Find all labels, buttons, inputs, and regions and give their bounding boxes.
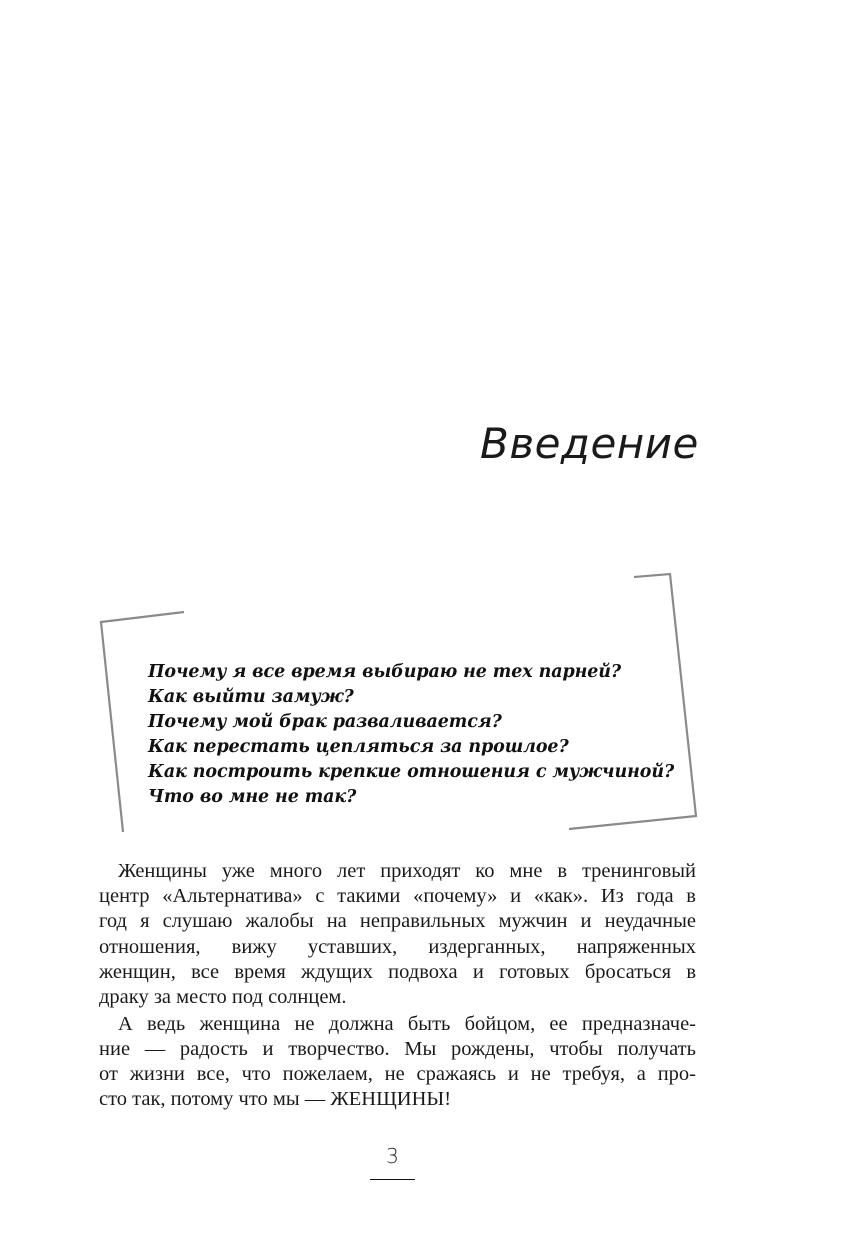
text-line: женщин, все время ждущих подвоха и готовых бросаться в: [99, 960, 696, 983]
page-number-rule: [370, 1179, 415, 1180]
text-line: сто так, потому что мы — ЖЕНЩИНЫ!: [99, 1088, 452, 1111]
text-line: отношения, вижу уставших, издерганных, напряженных: [99, 935, 696, 958]
questions-list: [148, 660, 674, 810]
body-text: [99, 859, 696, 1112]
text-line: от жизни все, что пожелаем, не сражаясь и не требуя, а про-: [99, 1063, 696, 1085]
paragraph: [99, 859, 696, 1010]
chapter-title: Введение: [480, 419, 699, 469]
question-item: Что во мне не так?: [148, 787, 357, 807]
page-number: 3: [386, 1144, 399, 1168]
question-item: Как выйти замуж?: [148, 687, 354, 707]
text-line: центр «Альтернатива» с такими «почему» и «как». Из года в: [99, 885, 696, 908]
text-line: ние — радость и творчество. Мы рождены, чтобы получать: [99, 1037, 696, 1060]
question-item: Почему мой брак разваливается?: [148, 712, 502, 732]
question-item: Как построить крепкие отношения с мужчиной?: [148, 762, 675, 782]
question-item: Как перестать цепляться за прошлое?: [148, 737, 569, 757]
text-line: год я слушаю жалобы на неправильных мужчин и неудачные: [99, 910, 696, 933]
text-line: Женщины уже много лет приходят ко мне в тренинговый: [118, 860, 696, 882]
question-item: Почему я все время выбираю не тех парней?: [148, 662, 622, 682]
paragraph: [99, 1012, 696, 1113]
text-line: А ведь женщина не должна быть бойцом, ее предназначе-: [118, 1012, 696, 1035]
text-line: драку за место под солнцем.: [99, 985, 347, 1008]
